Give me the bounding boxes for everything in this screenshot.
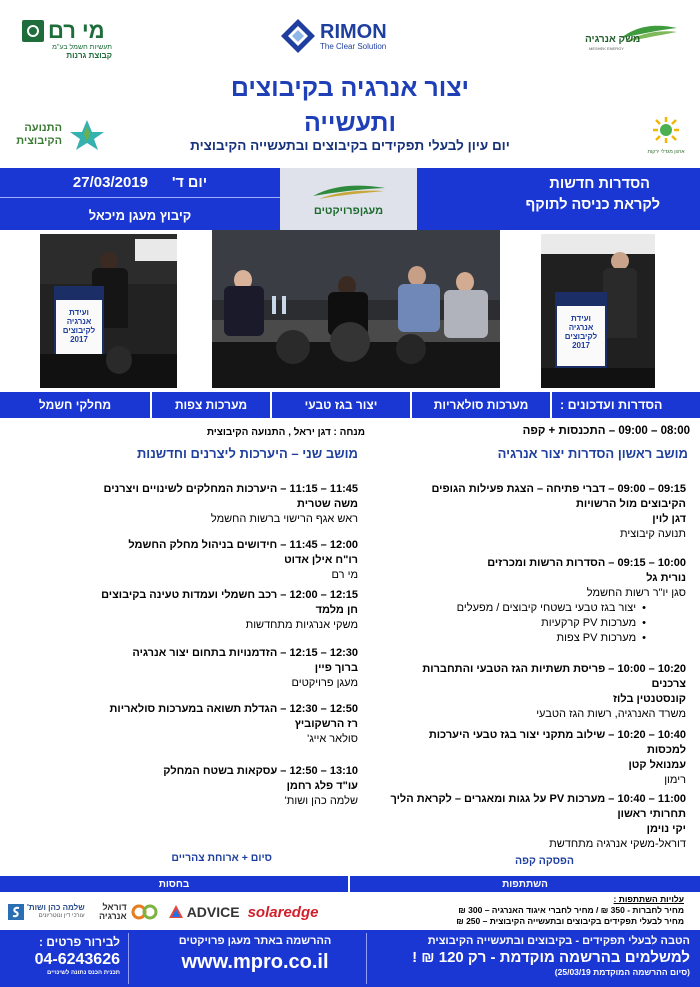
movement-logo-text2: הקיבוצית <box>16 135 62 147</box>
participation-header <box>350 876 700 892</box>
session2-item-6-speaker: עו"ד פלג רחמן <box>286 780 358 792</box>
energy-logo <box>585 20 685 50</box>
session1-item-3 <box>376 662 686 722</box>
session2-item-2-org: מי רם <box>331 569 358 581</box>
session2-item-1 <box>38 482 358 527</box>
session1-item-4 <box>376 728 686 788</box>
session2-item-3-org: משקי אנרגיות מתחדשות <box>245 619 358 631</box>
bullet-item: • מערכות PV קרקעיות <box>376 616 646 631</box>
podium-left-text4: 2017 <box>70 335 88 344</box>
doral-logo <box>93 903 160 921</box>
topic-natural-gas: יצור בגז טבעי <box>270 392 410 418</box>
session2-item-4-time: 12:30 – 12:15 – הזדמנויות בתחום יצור אנרגיה <box>132 647 358 659</box>
session1-item-3-org: משרד האנרגיה, רשות הגז הטבעי <box>536 708 686 720</box>
podium-right-text4: 2017 <box>572 341 590 350</box>
footer-bar <box>0 930 700 987</box>
session2-item-3-speaker: חן מלמד <box>315 604 358 616</box>
session2-item-4-org: מעגן פרויקטים <box>291 677 358 689</box>
session1-item-2-org: סגן יו"ר רשות החשמל <box>586 587 686 599</box>
rimon-logo <box>280 16 410 56</box>
bullet-item: • יצור בגז טבעי בשטחי קיבוצים / מפעלים <box>376 601 646 616</box>
coffee-break: הפסקה קפה <box>515 855 574 867</box>
session1-item-1 <box>376 482 686 542</box>
advice-text: ADVICE <box>186 904 240 920</box>
podium-right-text2: אנרגיה <box>568 323 594 332</box>
podium-right-text1: ועידת <box>571 314 591 323</box>
miram-mark-icon <box>22 20 44 42</box>
shlomo-s-icon <box>8 904 24 920</box>
footer-contact <box>10 935 120 976</box>
miram-logo-text: מי רם <box>48 18 105 43</box>
session1-title: מושב ראשון הסדרות יצור אנרגיה <box>497 446 688 461</box>
maagan-leaf-icon <box>309 182 389 200</box>
topics-bar <box>0 392 700 418</box>
sponsor-logos <box>8 898 360 926</box>
session1-item-4-time: 10:40 – 10:20 – שילוב מתקני יצור בגז טבעי היערכות <box>428 729 686 741</box>
miram-logo <box>22 18 112 58</box>
session2-item-4-speaker: ברוך פיין <box>314 662 358 674</box>
footer-discount <box>380 935 690 977</box>
event-day: יום ד' <box>171 174 208 191</box>
page-title-line2: ותעשייה <box>303 109 397 137</box>
footer-registration <box>150 935 360 974</box>
sponsors-header <box>0 876 348 892</box>
session2-item-1-speaker: משה שטרית <box>297 498 358 510</box>
session2-title: מושב שני – היערכות ליצרנים וחדשנות <box>136 446 358 461</box>
session1-item-4-org: רימון <box>664 774 686 786</box>
topics-label: הסדרות ועדכונים : <box>550 392 700 418</box>
session2-item-5-speaker: רז הרשקוביץ <box>294 718 358 730</box>
discount-line3: (סיום ההרשמה המוקדמת 25/03/19) <box>554 967 690 977</box>
session2-item-3-time: 12:15 – 12:00 – רכב חשמלי ועמדות טעינה בקיבוצים <box>101 589 358 601</box>
shlomo-cohen-logo <box>8 903 85 921</box>
session1-item-5-speaker: יקי נוימן <box>646 823 686 835</box>
discount-line1: הטבה לבעלי תפקידים - בקיבוצים ובתעשייה הקיבוצית <box>427 935 690 947</box>
movement-logo-text1: התנועה <box>24 122 62 134</box>
farmers-logo-text: ארגון מגדלי ירקות <box>647 149 685 155</box>
registration-label: ההרשמה באתר מעגן פרויקטים <box>178 935 332 947</box>
advice-logo <box>168 904 240 920</box>
closing-lunch: סיום + ארוחת צהריים <box>171 852 272 864</box>
topic-floating: מערכות צפות <box>150 392 270 418</box>
shlomo-sub: עורכי דין ונוטריונים <box>38 913 85 919</box>
maagan-logo-text: מעגןפרויקטים <box>313 204 384 217</box>
session1-item-2 <box>376 556 686 646</box>
session2-item-1-time: 11:45 – 11:15 – היערכות המחלקים לשינויים ויצרנים <box>103 483 358 495</box>
session2-item-5-time: 12:50 – 12:30 – הגדלת תשואה במערכות סולאריות <box>109 703 358 715</box>
energy-logo-text: משק אנרגיה <box>585 34 641 45</box>
page-subtitle: יום עיון לבעלי תפקידים בקיבוצים ובתעשייה הקיבוצית <box>190 138 510 153</box>
topic-distributors: מחלקי חשמל <box>0 392 150 418</box>
costs-line2: מחיר לבעלי תפקידים בקיבוצים ובתעשייה הקיבוצית – 250 ₪ <box>456 916 684 926</box>
event-info-band <box>0 168 700 230</box>
moderator-line: מנחה : דגן יראל , התנועה הקיבוצית <box>206 427 365 438</box>
footer-divider <box>366 933 367 984</box>
rimon-title: RIMON <box>320 20 387 43</box>
session1-item-3-speaker: קונסטנטין בלוז <box>613 693 686 705</box>
session1-item-2-time: 10:00 – 09:15 – הסדרות הרשות ומכרזים <box>487 557 686 569</box>
doral-text: דוראל אנרגיה <box>99 902 127 921</box>
miram-logo-sub2: קבוצת גרנות <box>66 51 112 60</box>
session2-item-1-org: ראש אגף הרישוי ברשות החשמל <box>210 513 358 525</box>
photo-speaker-left <box>40 234 177 388</box>
session1-item-1-org: תנועה קיבוצית <box>620 528 686 540</box>
rimon-diamond-icon <box>280 18 316 54</box>
footer-divider <box>128 933 129 984</box>
band-headline <box>417 168 700 230</box>
session2-item-2-speaker: רו"ח אילן אדוט <box>284 554 358 566</box>
date-place-block <box>0 168 280 230</box>
session1-item-5-time: 11:00 – 10:40 – מערכות PV על גגות ומאגרים – לקראת הליך <box>390 793 686 805</box>
session1-item-4-speaker: עמנואל קטן <box>628 759 686 771</box>
session1-item-1-speaker: דגן לוין <box>652 513 686 525</box>
gathering-line: 08:00 – 09:00 – התכנסות + קפה <box>522 425 690 437</box>
podium-left-text1: ועידת <box>69 308 89 317</box>
podium-left-text3: לקיבוצים <box>62 326 96 335</box>
band-headline-line2: לקראת כניסה לתוקף <box>525 197 660 213</box>
session1-item-1-time: 09:15 – 09:00 – דברי פתיחה – הצגת פעילות הגופים <box>431 483 686 495</box>
session2-item-6-org: שלמה כהן ושות' <box>284 795 358 807</box>
rimon-sub: The Clear Solution <box>320 41 387 51</box>
session1-item-5 <box>376 792 686 852</box>
session1-item-2-speaker: נורית גל <box>646 572 686 584</box>
session2-item-4 <box>38 646 358 691</box>
session1-item-1-time2: הקיבוצים מול הרשויות <box>576 498 686 510</box>
photo-panel-discussion <box>212 230 500 388</box>
podium-left-text2: אנרגיה <box>66 317 92 326</box>
session1-item-4-time2: למכסות <box>646 744 686 756</box>
event-date: 27/03/2019 <box>72 174 148 191</box>
contact-sub: תכנית הכנס נתונה לשינויים <box>47 970 120 976</box>
solaredge-text: solaredge <box>247 903 319 921</box>
photo-speaker-right <box>541 234 655 388</box>
session1-item-2-bullets <box>376 601 686 646</box>
participation-label: השתתפות <box>502 878 548 890</box>
session2-item-3 <box>38 588 358 633</box>
energy-logo-sub: MESHEK ENERGY <box>589 46 624 51</box>
registration-website-link[interactable]: www.mpro.co.il <box>181 951 329 973</box>
session2-item-2-time: 12:00 – 11:45 – חידושים בניהול מחלק החשמל <box>128 539 358 551</box>
session1-item-5-time2: תחרותי ראשון <box>617 808 686 820</box>
participation-costs <box>364 894 684 927</box>
session2-item-6-time: 13:10 – 12:50 – עסקאות בשטח המחלק <box>163 765 358 777</box>
session1-item-5-org: דוראל-משקי אנרגיה מתחדשת <box>549 838 686 850</box>
band-headline-line1: הסדרות חדשות <box>549 176 650 192</box>
bullet-item: • מערכות PV צפות <box>376 631 646 646</box>
discount-line2: למשלמים בהרשמה מוקדמת - רק 120 ₪ ! <box>412 949 690 966</box>
session1-item-3-time: 10:20 – 10:00 – פריסת תשתיות הגז הטבעי והתחברות <box>422 663 686 675</box>
page-title-line1: יצור אנרגיה בקיבוצים <box>230 74 470 102</box>
solaredge-logo <box>248 904 319 921</box>
advice-triangle-icon <box>168 904 184 920</box>
contact-label: לבירור פרטים : <box>38 935 120 949</box>
doral-rings-icon <box>130 904 160 920</box>
topic-solar: מערכות סולאריות <box>410 392 550 418</box>
maagan-projects-logo <box>280 168 417 230</box>
costs-line1: מחיר לחברות - 350 ₪ / מחיר לחברי איגוד האנרגיה – 300 ₪ <box>458 905 684 915</box>
session2-item-5-org: סולאר אייג' <box>307 733 358 745</box>
sponsors-label: בחסות <box>158 878 190 890</box>
session2-item-6 <box>38 764 358 809</box>
shlomo-name: שלמה כהן ושות' <box>27 903 85 912</box>
session2-item-2 <box>38 538 358 583</box>
podium-right-text3: לקיבוצים <box>564 332 598 341</box>
miram-logo-sub: תעשיות חשמל בע"מ <box>52 44 112 51</box>
event-place: קיבוץ מעגן מיכאל <box>88 207 192 223</box>
session1-item-3-time2: צרכנים <box>651 678 686 690</box>
session2-item-5 <box>38 702 358 747</box>
contact-phone[interactable]: 04-6243626 <box>34 951 120 968</box>
costs-title: עלויות השתתפות : <box>613 894 684 904</box>
